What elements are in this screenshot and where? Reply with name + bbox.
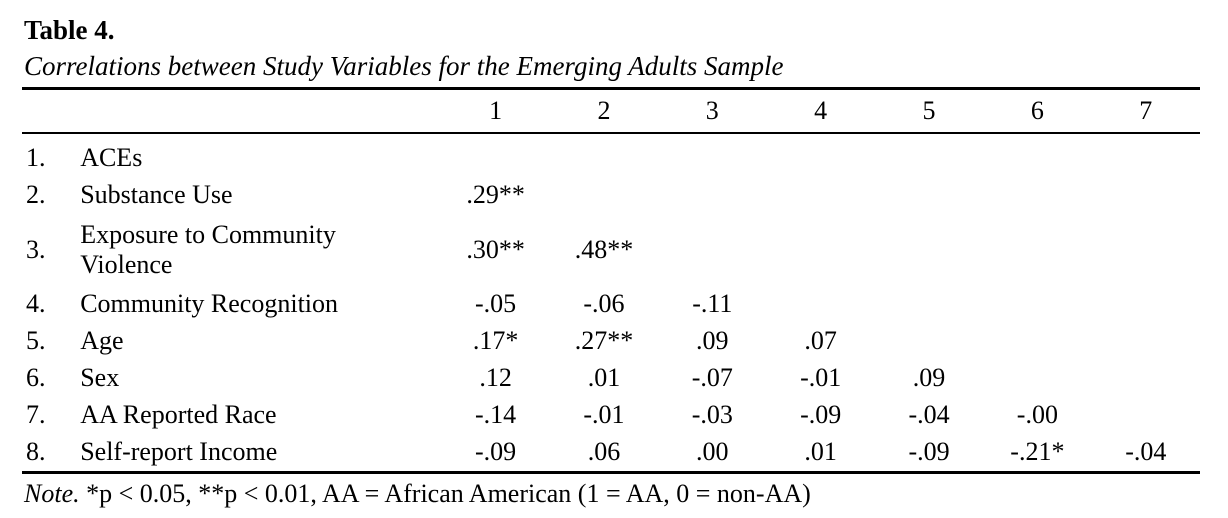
note-text: *p < 0.05, **p < 0.01, AA = African American (1 = AA, 0 = non-AA)	[79, 478, 811, 508]
row-label: Sex	[80, 363, 120, 392]
column-header-3: 3	[658, 88, 766, 133]
cell-r5c6	[983, 323, 1091, 360]
cell-r2c2	[550, 177, 658, 214]
cell-r2c4	[766, 177, 874, 214]
cell-r2c1: .29**	[466, 180, 525, 209]
row-number: 7.	[26, 400, 46, 429]
cell-r3c4	[766, 214, 874, 286]
column-header-7: 7	[1092, 88, 1200, 133]
table-row	[22, 323, 1200, 360]
column-header-1: 1	[441, 88, 549, 133]
row-number: 5.	[26, 326, 46, 355]
table-row	[22, 177, 1200, 214]
row-number: 6.	[26, 363, 46, 392]
table-row	[22, 140, 1200, 177]
cell-r7c6: -.00	[1016, 400, 1058, 429]
row-label: Community Recognition	[80, 289, 339, 318]
cell-r2c3	[658, 177, 766, 214]
cell-r7c4: -.09	[800, 400, 842, 429]
cell-r3c2: .48**	[574, 234, 634, 264]
cell-r4c5	[875, 286, 983, 323]
cell-r2c6	[983, 177, 1091, 214]
column-header-5: 5	[875, 88, 983, 133]
cell-r5c7	[1092, 323, 1200, 360]
cell-r1c4	[766, 140, 874, 177]
cell-r3c6	[983, 214, 1091, 286]
cell-r6c7	[1092, 360, 1200, 397]
cell-r5c2: .27**	[574, 326, 634, 355]
cell-r8c6: -.21*	[983, 434, 1091, 473]
header-rule	[22, 133, 1200, 140]
cell-r4c1: -.05	[475, 289, 517, 318]
cell-r6c3: -.07	[691, 363, 733, 392]
table-header-row	[22, 88, 1200, 133]
cell-r8c1: -.09	[441, 434, 549, 473]
cell-r4c4	[766, 286, 874, 323]
cell-r1c3	[658, 140, 766, 177]
cell-r5c1: .17*	[472, 326, 519, 355]
note-prefix: Note.	[24, 478, 80, 508]
cell-r4c6	[983, 286, 1091, 323]
header-blank-num	[22, 88, 80, 133]
table-row	[22, 397, 1200, 434]
cell-r6c5: .09	[912, 363, 946, 392]
table-title: Correlations between Study Variables for the Emerging Adults Sample	[24, 50, 784, 81]
cell-r2c5	[875, 177, 983, 214]
row-label	[80, 214, 441, 286]
cell-r5c3: .09	[696, 326, 729, 355]
table-row	[22, 286, 1200, 323]
cell-r6c6	[983, 360, 1091, 397]
cell-r8c7: -.04	[1092, 434, 1200, 473]
cell-r4c3: -.11	[692, 289, 733, 318]
table-note	[22, 479, 1206, 509]
row-number: 8.	[22, 434, 80, 473]
row-label: Self-report Income	[80, 434, 441, 473]
cell-r3c3	[658, 214, 766, 286]
row-label-line1: Exposure to Community	[80, 220, 336, 250]
row-number: 3.	[26, 234, 46, 264]
cell-r8c4: .01	[766, 434, 874, 473]
table-number: Table 4.	[24, 15, 115, 45]
row-label: Substance Use	[80, 180, 233, 209]
cell-r1c2	[550, 140, 658, 177]
row-label: ACEs	[80, 143, 143, 172]
row-number: 4.	[26, 289, 46, 318]
cell-r4c7	[1092, 286, 1200, 323]
column-header-2: 2	[550, 88, 658, 133]
cell-r6c1: .12	[479, 363, 512, 392]
row-number: 2.	[26, 180, 46, 209]
table-row	[22, 360, 1200, 397]
row-number: 1.	[26, 143, 46, 172]
cell-r1c7	[1092, 140, 1200, 177]
cell-r5c4: .07	[804, 326, 837, 355]
cell-r1c5	[875, 140, 983, 177]
cell-r7c2: -.01	[583, 400, 625, 429]
cell-r7c3: -.03	[691, 400, 733, 429]
cell-r4c2: -.06	[583, 289, 625, 318]
column-header-4: 4	[766, 88, 874, 133]
table-row	[22, 434, 1200, 473]
cell-r3c7	[1092, 214, 1200, 286]
cell-r7c5: -.04	[908, 400, 950, 429]
cell-r8c5: -.09	[875, 434, 983, 473]
cell-r8c2: .06	[550, 434, 658, 473]
row-label: Age	[80, 326, 124, 355]
cell-r8c3: .00	[658, 434, 766, 473]
cell-r6c2: .01	[587, 363, 621, 392]
row-label-line2: Violence	[80, 249, 173, 279]
cell-r5c5	[875, 323, 983, 360]
cell-r1c1	[441, 140, 549, 177]
cell-r6c4: -.01	[800, 363, 842, 392]
row-label: AA Reported Race	[80, 400, 277, 429]
header-blank-label	[80, 88, 441, 133]
column-header-6: 6	[983, 88, 1091, 133]
cell-r3c5	[875, 214, 983, 286]
cell-r2c7	[1092, 177, 1200, 214]
cell-r7c7	[1092, 397, 1200, 434]
table-row	[22, 214, 1200, 286]
cell-r7c1: -.14	[475, 400, 517, 429]
cell-r1c6	[983, 140, 1091, 177]
correlation-table	[22, 87, 1200, 474]
cell-r3c1: .30**	[466, 234, 525, 264]
